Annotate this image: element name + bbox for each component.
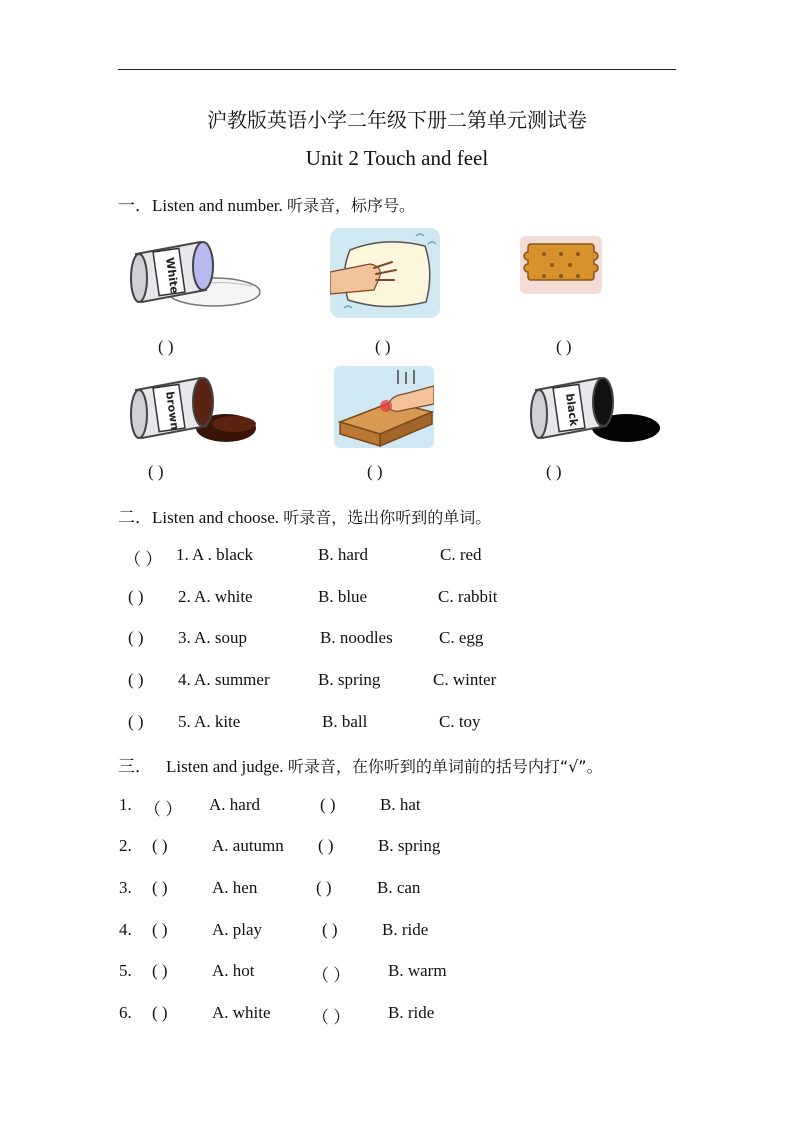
judge-number: 3. [119, 878, 132, 897]
judge-number: 2. [119, 836, 132, 855]
brown-label: brown [163, 390, 182, 431]
judge-option-a: A. white [212, 1003, 271, 1022]
choice-option-b: B. spring [318, 670, 381, 689]
choice-answer-paren[interactable]: ( ) [128, 628, 144, 647]
judge-answer-b[interactable]: ( ) [316, 878, 332, 897]
page-title-en: Unit 2 Touch and feel [305, 146, 489, 170]
biscuit-icon [520, 236, 602, 294]
choice-answer-paren[interactable]: ( ) [128, 587, 144, 606]
judge-option-a: A. hen [212, 878, 258, 897]
judge-answer-b[interactable]: （ ） [312, 1008, 351, 1027]
choice-option-a: 4. A. summer [178, 670, 270, 689]
choice-option-a: 2. A. white [178, 587, 253, 606]
judge-answer-b[interactable]: （ ） [312, 966, 351, 985]
section1-heading: 一．Listen and number. 听录音，标序号。 [118, 196, 416, 215]
choice-option-c: C. rabbit [438, 587, 498, 606]
judge-number: 1. [119, 795, 132, 814]
picture-answer-1[interactable]: ( ) [158, 337, 174, 356]
section3-heading: 三． Listen and judge. 听录音，在你听到的单词前的括号内打“√”。 [118, 757, 603, 776]
judge-answer-b[interactable]: ( ) [318, 836, 334, 855]
picture-answer-6[interactable]: ( ) [546, 462, 562, 481]
top-rule [118, 69, 676, 70]
white-paint-can-icon [122, 236, 262, 312]
judge-option-b: B. ride [388, 1003, 435, 1022]
picture-answer-2[interactable]: ( ) [375, 337, 391, 356]
judge-answer-b[interactable]: ( ) [322, 920, 338, 939]
choice-option-b: B. noodles [320, 628, 393, 647]
choice-answer-paren[interactable]: （ ） [124, 550, 163, 569]
judge-option-b: B. spring [378, 836, 441, 855]
judge-answer-a[interactable]: ( ) [152, 1003, 168, 1022]
judge-answer-a[interactable]: ( ) [152, 961, 168, 980]
judge-answer-a[interactable]: ( ) [152, 878, 168, 897]
choice-answer-paren[interactable]: ( ) [128, 712, 144, 731]
choice-answer-paren[interactable]: ( ) [128, 670, 144, 689]
judge-option-a: A. hard [209, 795, 260, 814]
black-paint-can-icon [522, 372, 662, 448]
judge-option-b: B. warm [388, 961, 447, 980]
judge-answer-b[interactable]: ( ) [320, 795, 336, 814]
black-label: black [563, 392, 581, 428]
choice-option-a: 1. A . black [176, 545, 253, 564]
judge-option-a: A. play [212, 920, 263, 939]
choice-option-c: C. toy [439, 712, 481, 731]
hand-hitting-table-icon [334, 366, 434, 448]
judge-option-b: B. ride [382, 920, 429, 939]
choice-option-b: B. ball [322, 712, 368, 731]
choice-option-b: B. hard [318, 545, 369, 564]
pillow-icon [330, 228, 440, 318]
choice-option-c: C. winter [433, 670, 497, 689]
choice-option-b: B. blue [318, 587, 368, 606]
judge-option-a: A. hot [212, 961, 255, 980]
page-title-cn: 沪教版英语小学二年级下册二第单元测试卷 [207, 108, 587, 132]
picture-answer-3[interactable]: ( ) [556, 337, 572, 356]
judge-answer-a[interactable]: （ ） [144, 800, 183, 819]
brown-paint-can-icon [122, 372, 262, 448]
section2-heading: 二．Listen and choose. 听录音，选出你听到的单词。 [118, 508, 492, 527]
choice-option-a: 3. A. soup [178, 628, 247, 647]
judge-number: 6. [119, 1003, 132, 1022]
judge-number: 5. [119, 961, 132, 980]
picture-answer-4[interactable]: ( ) [148, 462, 164, 481]
judge-option-b: B. can [377, 878, 421, 897]
choice-option-a: 5. A. kite [178, 712, 241, 731]
white-label: White [163, 256, 181, 295]
choice-option-c: C. red [440, 545, 482, 564]
judge-option-a: A. autumn [212, 836, 284, 855]
judge-number: 4. [119, 920, 132, 939]
judge-option-b: B. hat [380, 795, 421, 814]
judge-answer-a[interactable]: ( ) [152, 920, 168, 939]
picture-answer-5[interactable]: ( ) [367, 462, 383, 481]
choice-option-c: C. egg [439, 628, 484, 647]
judge-answer-a[interactable]: ( ) [152, 836, 168, 855]
